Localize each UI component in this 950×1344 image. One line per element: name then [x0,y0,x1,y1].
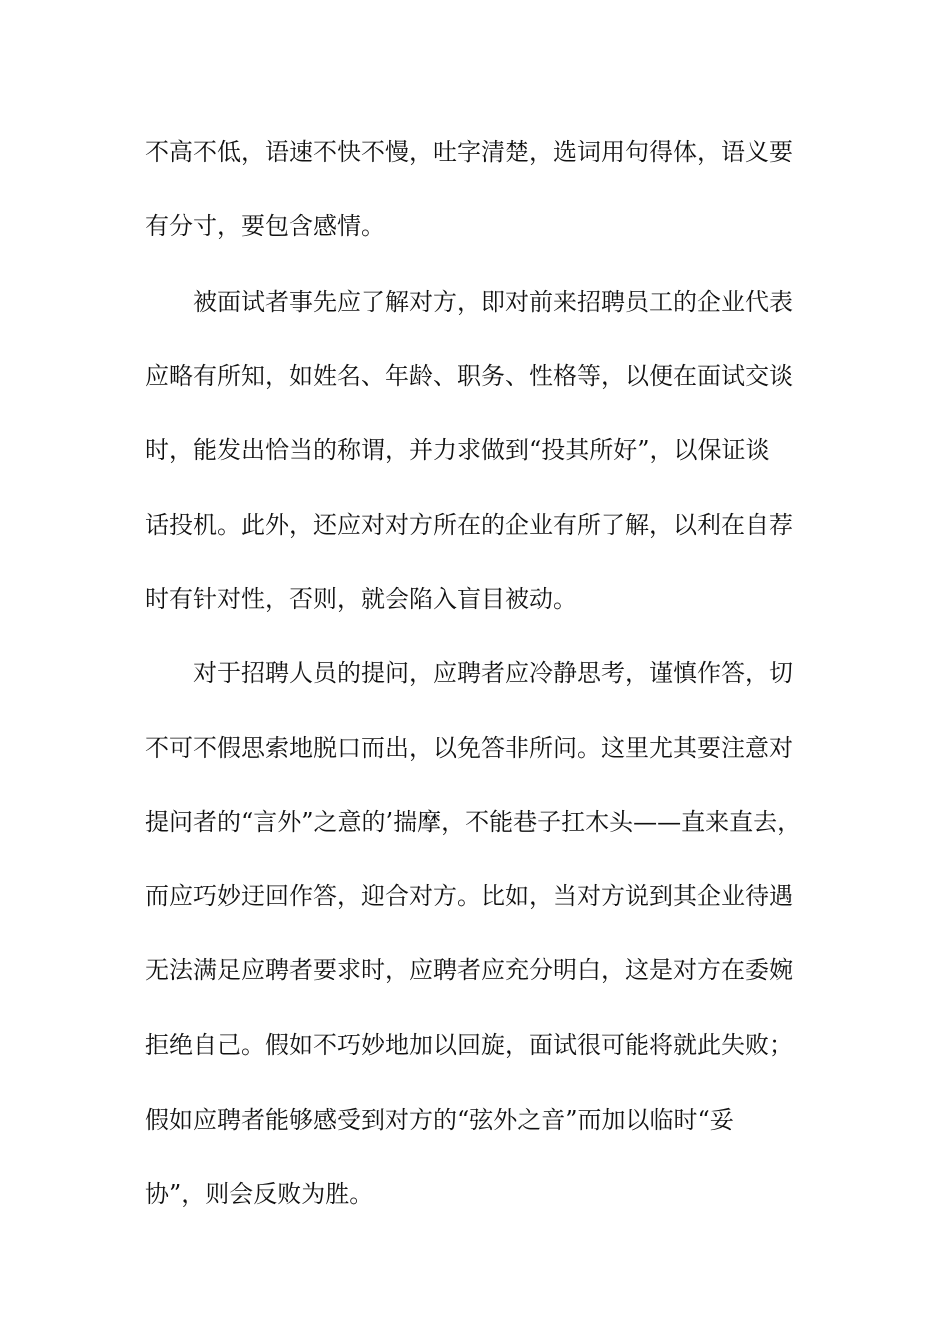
text-line: 假如应聘者能够感受到对方的“弦外之音”而加以临时“妥 [145,1106,734,1134]
text-line: 时有针对性，否则，就会陷入盲目被动。 [145,585,577,613]
text-line: 话投机。此外，还应对对方所在的企业有所了解，以利在自荐 [145,511,793,539]
text-line: 应略有所知，如姓名、年龄、职务、性格等，以便在面试交谈 [145,362,793,390]
text-line: 被面试者事先应了解对方，即对前来招聘员工的企业代表 [193,288,793,316]
text-line: 不高不低，语速不快不慢，吐字清楚，选词用句得体，语义要 [145,138,793,166]
text-line: 协”，则会反败为胜。 [145,1180,374,1208]
text-line: 有分寸，要包含感情。 [145,212,385,240]
text-line: 不可不假思索地脱口而出，以免答非所问。这里尤其要注意对 [145,734,793,762]
text-line: 对于招聘人员的提问，应聘者应冷静思考，谨慎作答，切 [193,659,793,687]
text-line: 时，能发出恰当的称谓，并力求做到“投其所好”，以保证谈 [145,436,770,464]
text-line: 提问者的“言外”之意的’揣摩，不能巷子扛木头——直来直去， [145,808,802,836]
text-line: 而应巧妙迂回作答，迎合对方。比如，当对方说到其企业待遇 [145,882,793,910]
text-line: 拒绝自己。假如不巧妙地加以回旋，面试很可能将就此失败； [145,1031,793,1059]
text-line: 无法满足应聘者要求时，应聘者应充分明白，这是对方在委婉 [145,956,793,984]
